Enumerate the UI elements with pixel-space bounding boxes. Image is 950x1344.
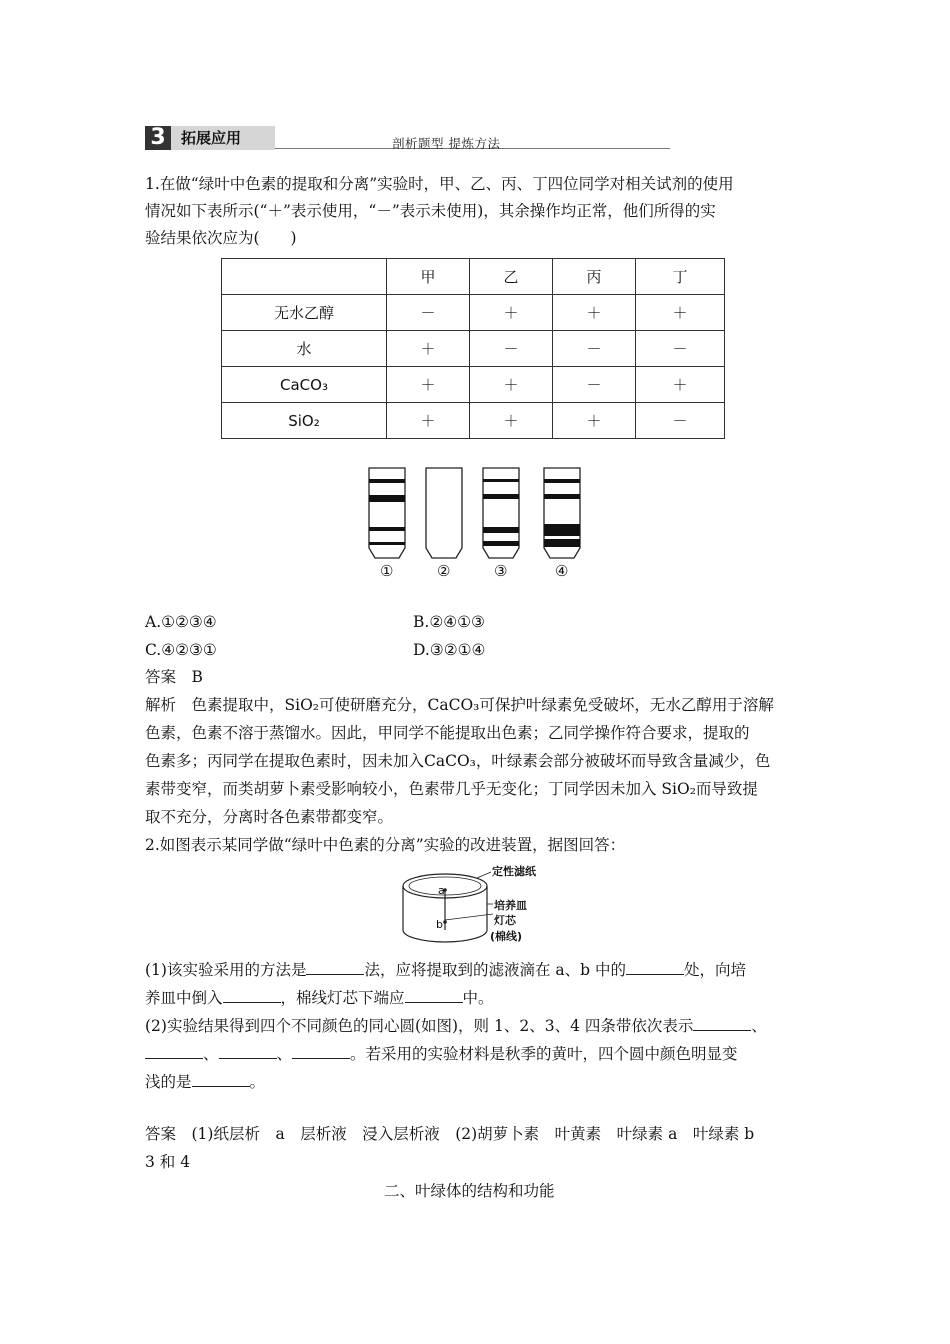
q2-p2-text-5: 。若采用的实验材料是秋季的黄叶，四个圆中颜色明显变 (350, 1045, 738, 1063)
q1-answer: 答案 B (145, 668, 203, 686)
table-cell: ＋ (387, 367, 470, 403)
option-b: B.②④①③ (413, 613, 485, 631)
option-d: D.③②①④ (413, 641, 486, 659)
row-label: CaCO₃ (222, 367, 387, 403)
table-cell: ＋ (470, 295, 553, 331)
section-title: 拓展应用 (171, 126, 275, 150)
table-cell: － (636, 331, 725, 367)
q2-p1-text-4: 养皿中倒入 (145, 989, 223, 1007)
q2-intro: 2.如图表示某同学做“绿叶中色素的分离”实验的改进装置，据图回答： (145, 836, 626, 854)
q1-analysis-line-1: 解析 色素提取中，SiO₂可使研磨充分，CaCO₃可保护叶绿素免受破坏，无水乙醇用于溶解 (145, 696, 774, 714)
label-wick: 灯芯 (494, 914, 516, 927)
q2-part1-line-2 (145, 988, 494, 1008)
table-cell: ＋ (636, 295, 725, 331)
strip-3 (483, 468, 519, 558)
q2-p2-text-4: 、 (276, 1045, 293, 1063)
q2-p1-text-3: 处，向培 (684, 961, 747, 979)
next-section-heading: 二、叶绿体的结构和功能 (384, 1182, 555, 1200)
table-header-row (222, 259, 725, 295)
q2-p2-text-1: (2)实验结果得到四个不同颜色的同心圆(如图)，则 1、2、3、4 四条带依次表示 (145, 1017, 694, 1035)
table-row (222, 367, 725, 403)
q2-p2-text-6: 浅的是 (145, 1073, 192, 1091)
q2-p2-text-2: 、 (751, 1017, 767, 1035)
section-number: 3 (145, 126, 171, 150)
row-label: SiO₂ (222, 403, 387, 439)
answer-blank[interactable] (405, 988, 463, 1003)
table-header-cell (222, 259, 387, 295)
row-label: 水 (222, 331, 387, 367)
answer-blank[interactable] (223, 988, 281, 1003)
table-header-cell: 乙 (470, 259, 553, 295)
table-cell: － (553, 367, 636, 403)
table-header-cell: 丁 (636, 259, 725, 295)
table-cell: ＋ (553, 403, 636, 439)
q2-p1-text-1: (1)该实验采用的方法是 (145, 961, 307, 979)
strip-4 (544, 468, 580, 558)
table-row (222, 295, 725, 331)
q2-p1-text-2: 法，应将提取到的滤液滴在 a、b 中的 (364, 961, 626, 979)
answer-blank[interactable] (626, 960, 684, 975)
strip-label-4: ④ (555, 562, 569, 580)
q2-part2-line-2 (145, 1044, 738, 1064)
label-filter-paper: 定性滤纸 (492, 865, 536, 878)
q2-part2-line-1 (145, 1016, 767, 1036)
q2-p2-text-7: 。 (249, 1073, 266, 1091)
table-cell: ＋ (470, 403, 553, 439)
table-cell: － (553, 331, 636, 367)
strip-1 (369, 468, 405, 558)
table-header-cell: 甲 (387, 259, 470, 295)
answer-blank[interactable] (145, 1044, 203, 1059)
section-subtitle: 剖析题型 提炼方法 (392, 136, 501, 151)
answer-blank[interactable] (693, 1016, 751, 1031)
strip-label-1: ① (380, 562, 394, 580)
section-header (145, 126, 525, 152)
q2-part1-line-1 (145, 960, 746, 980)
table-cell: ＋ (636, 367, 725, 403)
q2-p1-text-6: 中。 (462, 989, 494, 1007)
table-header-cell: 丙 (553, 259, 636, 295)
q1-analysis-line-3: 色素多；丙同学在提取色素时，因未加入CaCO₃，叶绿素会部分被破坏而导致含量减少，色 (145, 752, 771, 770)
option-c: C.④②③① (145, 641, 217, 659)
q2-answer-line-1: 答案 (1)纸层析 a 层析液 浸入层析液 (2)胡萝卜素 叶黄素 叶绿素 a 叶绿素 b (145, 1125, 755, 1143)
table-cell: ＋ (387, 403, 470, 439)
q1-line-1: 1.在做“绿叶中色素的提取和分离”实验时，甲、乙、丙、丁四位同学对相关试剂的使用 (145, 175, 734, 193)
row-label: 无水乙醇 (222, 295, 387, 331)
q1-line-3: 验结果依次应为( ) (145, 229, 297, 247)
table-cell: － (470, 331, 553, 367)
answer-blank[interactable] (292, 1044, 350, 1059)
label-a: a (438, 884, 445, 897)
table-cell: ＋ (470, 367, 553, 403)
reagent-table (221, 258, 725, 439)
table-cell: ＋ (553, 295, 636, 331)
table-cell: － (636, 403, 725, 439)
table-cell: － (387, 295, 470, 331)
table-row (222, 403, 725, 439)
q1-analysis-line-2: 色素，色素不溶于蒸馏水。因此，甲同学不能提取出色素；乙同学操作符合要求，提取的 (145, 724, 750, 742)
answer-blank[interactable] (219, 1044, 277, 1059)
table-cell: ＋ (387, 331, 470, 367)
option-a: A.①②③④ (145, 613, 217, 631)
strip-label-3: ③ (494, 562, 508, 580)
strip-label-2: ② (437, 562, 451, 580)
q1-analysis-line-4: 素带变窄，而类胡萝卜素受影响较小，色素带几乎无变化；丁同学因未加入 SiO₂而导致提 (145, 780, 758, 798)
strip-2 (426, 468, 462, 558)
q2-p1-text-5: ，棉线灯芯下端应 (280, 989, 405, 1007)
q2-part2-line-3 (145, 1072, 265, 1092)
q2-answer-line-2: 3 和 4 (145, 1153, 191, 1171)
q1-line-2: 情况如下表所示(“＋”表示使用，“－”表示未使用)，其余操作均正常，他们所得的实 (145, 202, 716, 220)
answer-blank[interactable] (306, 960, 364, 975)
q1-analysis-line-5: 取不充分，分离时各色素带都变窄。 (145, 808, 394, 826)
label-dish: 培养皿 (494, 899, 527, 912)
table-row (222, 331, 725, 367)
q2-p2-text-3: 、 (203, 1045, 219, 1063)
label-b: b (436, 918, 443, 931)
answer-blank[interactable] (192, 1072, 250, 1087)
label-cotton: (棉线) (490, 930, 523, 943)
